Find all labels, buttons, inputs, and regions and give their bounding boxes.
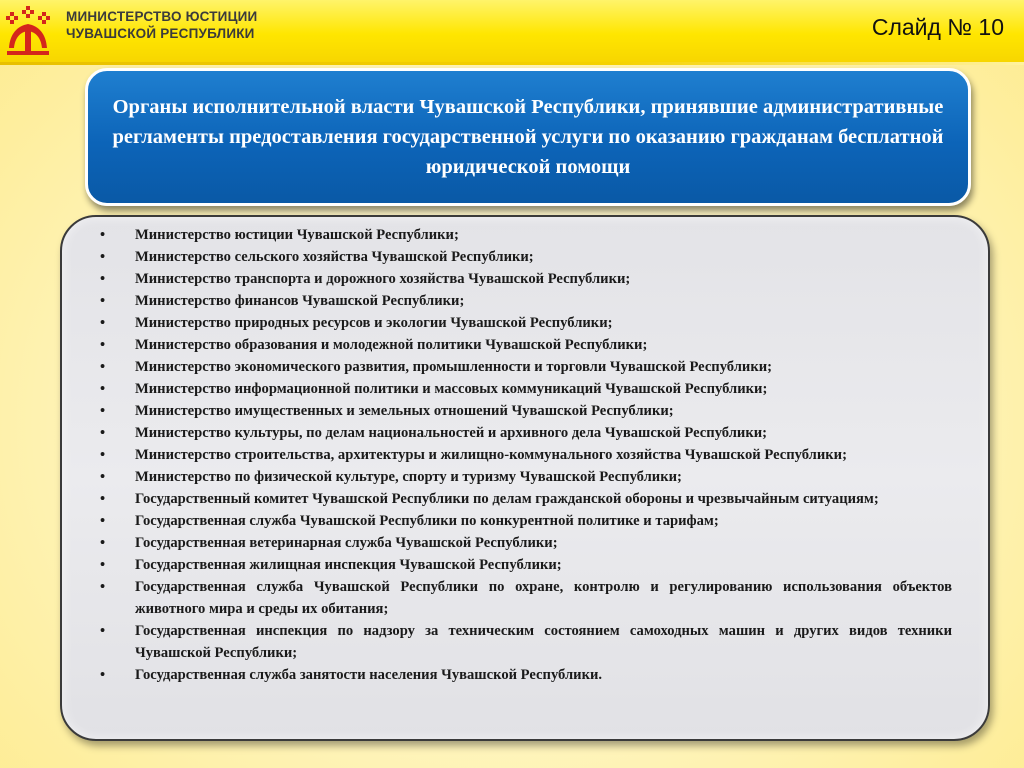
- list-item-text: Министерство финансов Чувашской Республики;: [135, 293, 465, 309]
- bullet-icon: •: [100, 667, 106, 683]
- list-item-text: Министерство образования и молодежной политики Чувашской Республики;: [135, 337, 648, 353]
- list-item-text: Государственная инспекция по надзору за техническим состоянием самоходных машин и других видов техники Чувашской Республики;: [135, 623, 952, 661]
- list-item-text: Министерство сельского хозяйства Чувашской Республики;: [135, 249, 534, 265]
- bullet-icon: •: [100, 227, 106, 243]
- list-item: [40, 664, 952, 686]
- list-item: [40, 444, 952, 466]
- bullet-icon: •: [100, 425, 106, 441]
- chuvash-emblem-icon: [3, 4, 53, 58]
- bullet-icon: •: [100, 271, 106, 287]
- list-item: [40, 466, 952, 488]
- bullet-icon: •: [100, 381, 106, 397]
- title-panel: [85, 68, 971, 206]
- slide-number: Слайд № 10: [871, 14, 1004, 40]
- list-item-text: Государственная жилищная инспекция Чувашской Республики;: [135, 557, 562, 573]
- bullet-icon: •: [100, 337, 106, 353]
- bullet-icon: •: [100, 557, 106, 573]
- bullet-icon: •: [100, 315, 106, 331]
- ministry-name: [66, 8, 257, 42]
- authority-list: [40, 224, 952, 686]
- bullet-icon: •: [100, 579, 106, 595]
- list-item-text: Министерство строительства, архитектуры и жилищно-коммунального хозяйства Чувашской Республики;: [135, 447, 847, 463]
- header-divider: [0, 62, 1024, 65]
- list-item: [40, 334, 952, 356]
- list-item-text: Министерство имущественных и земельных отношений Чувашской Республики;: [135, 403, 674, 419]
- list-item-text: Государственная служба Чувашской Республики по конкурентной политике и тарифам;: [135, 513, 719, 529]
- list-item: [40, 312, 952, 334]
- list-item-text: Государственная служба Чувашской Республики по охране, контролю и регулированию использования объектов животного мира и среды их обитания;: [135, 579, 952, 617]
- list-item-text: Министерство экономического развития, промышленности и торговли Чувашской Республики;: [135, 359, 773, 375]
- list-item-text: Государственная служба занятости населения Чувашской Республики.: [135, 667, 603, 683]
- header-bar: [0, 0, 1024, 62]
- list-item-text: Министерство природных ресурсов и экологии Чувашской Республики;: [135, 315, 613, 331]
- bullet-icon: •: [100, 249, 106, 265]
- list-item-text: Государственный комитет Чувашской Республики по делам гражданской обороны и чрезвычайным ситуациям;: [135, 491, 879, 507]
- list-item: [40, 554, 952, 576]
- list-item-text: Государственная ветеринарная служба Чувашской Республики;: [135, 535, 558, 551]
- list-item: [40, 378, 952, 400]
- bullet-icon: •: [100, 535, 106, 551]
- list-item: [40, 400, 952, 422]
- list-item: [40, 422, 952, 444]
- bullet-icon: •: [100, 293, 106, 309]
- list-item: [40, 576, 952, 620]
- ministry-name-line1: МИНИСТЕРСТВО ЮСТИЦИИ: [66, 9, 258, 24]
- list-item-text: Министерство по физической культуре, спорту и туризму Чувашской Республики;: [135, 469, 682, 485]
- list-item: [40, 290, 952, 312]
- list-item: [40, 532, 952, 554]
- list-item: [40, 510, 952, 532]
- list-item-text: Министерство юстиции Чувашской Республики;: [135, 227, 459, 243]
- bullet-icon: •: [100, 469, 106, 485]
- slide-title: Органы исполнительной власти Чувашской Республики, принявшие административные регламенты предоставления государственной услуги по оказанию гражданам бесплатной юридической помощи: [112, 96, 944, 178]
- bullet-icon: •: [100, 623, 106, 639]
- list-item-text: Министерство информационной политики и массовых коммуникаций Чувашской Республики;: [135, 381, 768, 397]
- list-item-text: Министерство транспорта и дорожного хозяйства Чувашской Республики;: [135, 271, 631, 287]
- bullet-icon: •: [100, 491, 106, 507]
- list-item: [40, 224, 952, 246]
- list-item: [40, 268, 952, 290]
- bullet-icon: •: [100, 513, 106, 529]
- list-item: [40, 620, 952, 664]
- list-item: [40, 246, 952, 268]
- bullet-icon: •: [100, 403, 106, 419]
- list-item-text: Министерство культуры, по делам национальностей и архивного дела Чувашской Республики;: [135, 425, 767, 441]
- list-item: [40, 356, 952, 378]
- bullet-icon: •: [100, 359, 106, 375]
- bullet-icon: •: [100, 447, 106, 463]
- list-item: [40, 488, 952, 510]
- ministry-name-line2: ЧУВАШСКОЙ РЕСПУБЛИКИ: [66, 26, 255, 41]
